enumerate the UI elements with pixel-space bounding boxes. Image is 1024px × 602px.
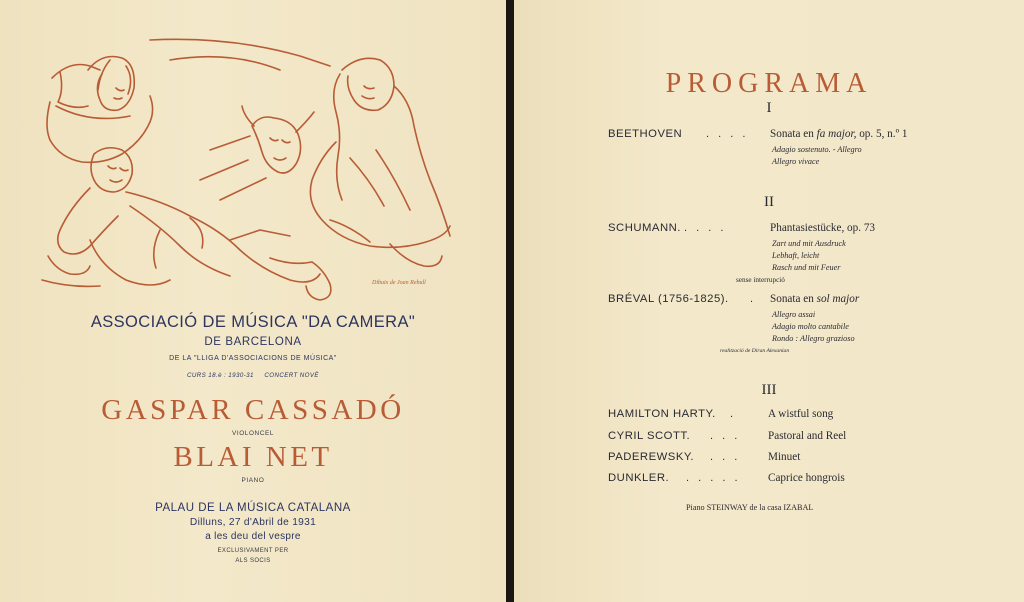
work-dunkler: Caprice hongrois — [768, 472, 845, 484]
note-schumann: sense interrupció — [736, 276, 785, 284]
work-paderewsky: Minuet — [768, 451, 801, 463]
work-beethoven-key: fa major, — [816, 128, 857, 140]
composer-schumann: SCHUMANN. — [608, 222, 681, 234]
movement-breval-2: Adagio molto cantabile — [772, 322, 849, 331]
artist-1-role: VIOLONCEL — [232, 430, 274, 437]
work-beethoven-suffix: op. 5, n.º 1 — [856, 128, 908, 140]
artist-1-name: GASPAR CASSADÓ — [101, 394, 405, 426]
dots-breval: . — [750, 293, 757, 305]
dots-dunkler: . . . . . — [686, 472, 741, 484]
dots-scott: . . . — [710, 430, 741, 442]
artist-2-role: PIANO — [241, 477, 265, 484]
composer-harty: HAMILTON HARTY. — [608, 408, 716, 420]
exclusive-line-1: EXCLUSIVAMENT PER — [217, 548, 289, 554]
program-page — [514, 0, 1024, 602]
dots-paderewsky: . . . — [710, 451, 741, 463]
cover-page — [0, 0, 506, 602]
work-breval-prefix: Sonata en — [770, 293, 817, 305]
exclusive-line-2: ALS SOCIS — [235, 558, 271, 564]
cover-drawing — [30, 30, 470, 310]
movement-schumann-3: Rasch und mit Feuer — [772, 263, 841, 272]
association-title: ASSOCIACIÓ DE MÚSICA "DA CAMERA" — [90, 313, 416, 331]
composer-dunkler: DUNKLER. — [608, 472, 670, 484]
venue: PALAU DE LA MÚSICA CATALANA — [155, 502, 351, 514]
piano-note: Piano STEINWAY de la casa IZABAL — [686, 503, 814, 512]
composer-beethoven: BEETHOVEN — [608, 128, 683, 140]
artist-2-name: BLAI NET — [173, 441, 333, 473]
work-beethoven — [770, 128, 907, 140]
dots-beethoven: . . . . — [706, 128, 749, 140]
part-3-numeral: III — [761, 382, 777, 398]
work-breval-key: sol major — [816, 293, 860, 305]
part-1-numeral: I — [766, 100, 772, 116]
lliga-line: DE LA "LLIGA D'ASSOCIACIONS DE MÚSICA" — [169, 355, 337, 362]
work-beethoven-prefix: Sonata en — [770, 128, 817, 140]
dots-harty: . — [730, 408, 737, 420]
work-breval — [770, 293, 859, 305]
note-breval: realització de Diran Alexanian — [720, 348, 790, 354]
movement-breval-3: Rondo : Allegro grazioso — [772, 334, 855, 343]
composer-scott: CYRIL SCOTT. — [608, 430, 691, 442]
movement-schumann-2: Lebhaft, leicht — [772, 251, 820, 260]
dots-schumann: . . . . — [684, 222, 727, 234]
work-schumann: Phantasiestücke, op. 73 — [770, 222, 876, 234]
work-harty: A wistful song — [768, 408, 834, 420]
drawing-credit: Dibuix de Joan Rebull — [372, 280, 426, 286]
part-2-numeral: II — [764, 194, 774, 210]
association-city: DE BARCELONA — [204, 336, 302, 348]
composer-paderewsky: PADEREWSKY. — [608, 451, 695, 463]
movement-breval-1: Allegro assai — [772, 310, 816, 319]
concert-date: Dilluns, 27 d'Abril de 1931 — [189, 517, 317, 528]
work-scott: Pastoral and Reel — [768, 430, 847, 442]
movement-schumann-1: Zart und mit Ausdruck — [772, 239, 846, 248]
movement-beethoven-2: Allegro vivace — [772, 157, 820, 166]
concert-time: a les deu del vespre — [205, 531, 301, 542]
program-title: PROGRAMA — [665, 68, 873, 99]
season-line: CURS 18.è : 1930-31 CONCERT NOVÈ — [187, 372, 319, 379]
composer-breval: BRÉVAL (1756-1825). — [608, 293, 729, 305]
movement-beethoven-1: Adagio sostenuto. - Allegro — [772, 145, 862, 154]
